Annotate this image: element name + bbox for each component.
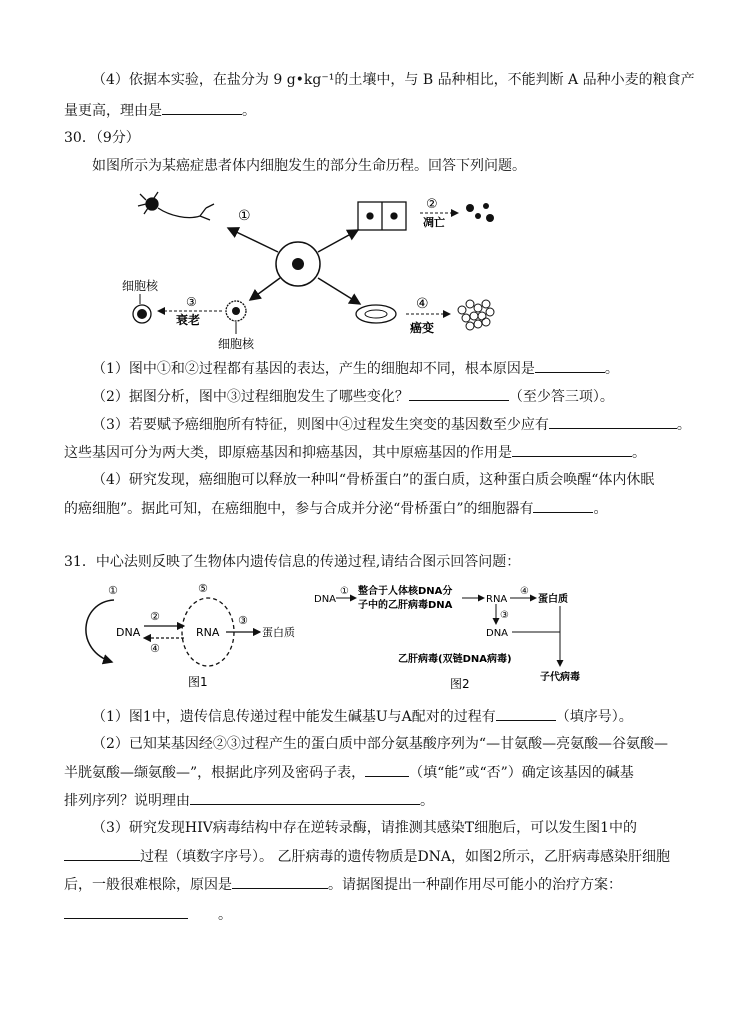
q30-3-cont-text: 这些基因可分为两大类，即原癌基因和抑癌基因，其中原癌基因的作用是 (64, 445, 512, 461)
figure-1 (70, 580, 320, 692)
fig2-box-line1: 整合于人体核DNA分 (358, 586, 453, 597)
answer-blank[interactable] (64, 904, 188, 919)
apoptosis-label: 凋亡 (423, 216, 445, 229)
q30-4-text: 的癌细胞”。据此可知，在癌细胞中，参与合成并分泌“骨桥蛋白”的细胞器有 (64, 501, 534, 517)
punct: 。 (593, 501, 608, 517)
q31-2-line2 (64, 762, 634, 783)
q30-intro: 如图所示为某癌症患者体内细胞发生的部分生命历程。回答下列问题。 (92, 158, 526, 174)
answer-blank[interactable] (64, 846, 140, 861)
q30-2 (92, 386, 614, 407)
fig2-label-3: ③ (500, 610, 509, 621)
fig2-label-1: ① (340, 586, 349, 597)
q31-3-plan: 。请据图提出一种副作用尽可能小的治疗方案： (328, 877, 622, 893)
cancer-cell-cluster (458, 300, 494, 330)
punct: 。 (676, 417, 691, 433)
fig2-protein: 蛋白质 (538, 594, 568, 605)
punct: 。 (632, 445, 646, 461)
q31-2-text: 半胱氨酸—缬氨酸—”，根据此序列及密码子表， (64, 765, 366, 781)
q31-3-line1: （3）研究发现HIV病毒结构中存在逆转录酶，请推测其感染T细胞后，可以发生图1中的 (92, 820, 637, 836)
fig1-label-3: ③ (238, 614, 248, 627)
q30-1-text: （1）图中①和②过程都有基因的表达，产生的细胞却不同，根本原因是 (92, 361, 535, 377)
label-1: ① (238, 208, 251, 224)
q30-1 (92, 358, 619, 379)
q29-4-line1: （4）依据本实验，在盐分为 9 g•kg⁻¹的土壤中，与 B 品种相比，不能判断 A 品种小麦的粮食产 (92, 72, 695, 88)
neuron-cell (138, 192, 214, 220)
apoptotic-bodies (466, 203, 494, 222)
punct: 。 (218, 907, 232, 923)
label-2: ② (426, 197, 438, 212)
answer-blank[interactable] (535, 358, 605, 373)
q31-2-tail: （填“能”或“否”）确定该基因的碱基 (409, 765, 634, 781)
fig1-label-2: ② (150, 610, 160, 623)
cancer-label: 癌变 (410, 321, 435, 335)
fig1-dna: DNA (116, 626, 141, 639)
answer-blank[interactable] (232, 874, 328, 889)
punct: 。 (242, 103, 256, 119)
q31-3-text: 过程（填数字序号）。 乙肝病毒的遗传物质是DNA，如图2所示，乙肝病毒感染肝细胞 (140, 849, 670, 865)
q31-3-line3 (64, 874, 622, 895)
fig2-rna: RNA (486, 594, 508, 605)
q29-4-text: 量更高，理由是 (64, 103, 162, 119)
figure-2 (310, 580, 600, 692)
answer-blank[interactable] (496, 706, 556, 721)
q31-3-line4 (64, 904, 232, 925)
q31-header: 31．中心法则反映了生物体内遗传信息的传递过程,请结合图示回答问题： (64, 554, 521, 570)
fig2-box-line2: 子中的乙肝病毒DNA (358, 600, 453, 611)
fig1-caption: 图1 (188, 675, 208, 689)
fig1-label-5: ⑤ (198, 582, 208, 595)
answer-blank[interactable] (549, 414, 677, 429)
q30-header: 30．（9分） (64, 130, 140, 146)
q31-1-text: （1）图1中，遗传信息传递过程中能发生碱基U与A配对的过程有 (92, 709, 496, 725)
q31-3-reason: 后，一般很难根除，原因是 (64, 877, 232, 893)
fig2-virus: 乙肝病毒(双链DNA病毒) (398, 654, 512, 665)
answer-blank[interactable] (162, 100, 242, 115)
q31-2-line1: （2）已知某基因经②③过程产生的蛋白质中部分氨基酸序列为“—甘氨酸—亮氨酸—谷氨酸— (92, 736, 669, 752)
answer-blank[interactable] (409, 386, 509, 401)
q30-4-line2 (64, 498, 607, 519)
q30-4-line1: （4）研究发现，癌细胞可以释放一种叫“骨桥蛋白”的蛋白质，这种蛋白质会唤醒“体内休眠 (92, 472, 655, 488)
epithelial-cells (358, 202, 406, 230)
q30-3-text: （3）若要赋予癌细胞所有特征，则图中④过程发生突变的基因数至少应有 (92, 417, 549, 433)
fig2-dna: DNA (314, 594, 337, 605)
q31-2-reason: 排列序列？说明理由 (64, 793, 190, 809)
q29-4-line2 (64, 100, 256, 121)
answer-blank[interactable] (365, 762, 409, 777)
fig1-label-1: ① (108, 584, 118, 597)
answer-blank[interactable] (190, 790, 420, 805)
fig1-protein: 蛋白质 (262, 626, 295, 639)
answer-blank[interactable] (512, 442, 632, 457)
lens-cell (356, 305, 396, 323)
punct: 。 (420, 793, 434, 809)
cell-life-figure (110, 186, 530, 356)
nucleus-label-bottom: 细胞核 (218, 337, 255, 351)
center-nucleus (292, 258, 304, 270)
label-4: ④ (416, 296, 429, 312)
q30-2-text: （2）据图分析，图中③过程细胞发生了哪些变化？ (92, 389, 409, 405)
fig1-label-4: ④ (150, 642, 160, 655)
fig2-dna2: DNA (486, 628, 509, 639)
q30-3 (92, 414, 691, 435)
q31-3-line2 (64, 846, 670, 867)
label-3: ③ (186, 295, 197, 309)
answer-blank[interactable] (533, 498, 593, 513)
aging-label: 衰老 (176, 313, 201, 327)
q30-2-tail: （至少答三项）。 (508, 389, 614, 405)
fig2-offspring: 子代病毒 (540, 672, 580, 683)
q30-3-cont (64, 442, 646, 463)
q31-1 (92, 706, 633, 727)
q31-1-tail: （填序号）。 (555, 709, 633, 725)
fig2-caption: 图2 (450, 677, 470, 691)
fig2-label-4: ④ (520, 586, 529, 597)
nucleus-label-top: 细胞核 (122, 279, 159, 293)
q31-2-line3 (64, 790, 434, 811)
fig1-rna: RNA (196, 626, 220, 639)
punct: 。 (604, 361, 619, 377)
